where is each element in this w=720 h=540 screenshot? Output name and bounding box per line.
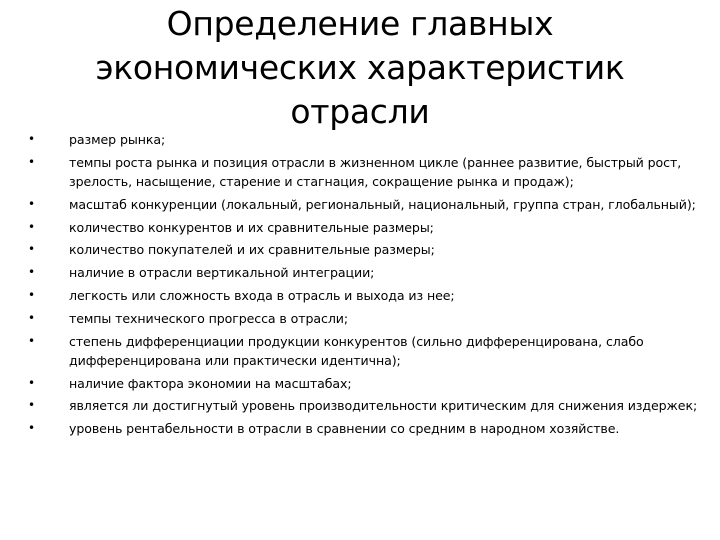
bullet-icon: • bbox=[28, 196, 35, 211]
bullet-icon: • bbox=[28, 242, 35, 257]
bullet-icon: • bbox=[28, 310, 35, 325]
bullet-item bbox=[0, 218, 720, 237]
bullet-item bbox=[0, 263, 720, 282]
bullet-text: степень дифференциации продукции конкурентов (сильно дифференцирована, слабо дифференцирована или практически идентична); bbox=[69, 333, 644, 368]
bullet-icon: • bbox=[28, 154, 35, 169]
bullet-item bbox=[0, 396, 720, 415]
bullet-item bbox=[0, 286, 720, 305]
bullet-icon: • bbox=[28, 333, 35, 348]
bullet-item bbox=[0, 153, 720, 191]
bullet-text: масштаб конкуренции (локальный, региональный, национальный, группа стран, глобальный); bbox=[69, 196, 696, 212]
bullet-icon: • bbox=[28, 375, 35, 390]
bullet-icon: • bbox=[28, 421, 35, 436]
bullet-text: количество конкурентов и их сравнительные размеры; bbox=[69, 219, 434, 235]
bullet-text: темпы технического прогресса в отрасли; bbox=[69, 310, 349, 326]
bullet-icon: • bbox=[28, 132, 35, 146]
bullet-item bbox=[0, 240, 720, 259]
bullet-icon: • bbox=[28, 265, 35, 280]
bullet-item bbox=[0, 130, 720, 149]
bullet-icon: • bbox=[28, 287, 35, 302]
slide-title: Определение главных экономических характеристик отрасли bbox=[95, 4, 625, 131]
bullet-item bbox=[0, 195, 720, 214]
bullet-item bbox=[0, 332, 720, 370]
bullet-text: размер рынка; bbox=[69, 132, 166, 147]
bullet-text: темпы роста рынка и позиция отрасли в жизненном цикле (раннее развитие, быстрый рост, зрелость, насыщение, старение и стагнация, сокращение рынка и продаж); bbox=[69, 154, 682, 189]
bullet-text: количество покупателей и их сравнительные размеры; bbox=[69, 242, 435, 258]
bullet-text: наличие фактора экономии на масштабах; bbox=[69, 375, 352, 391]
bullet-text: наличие в отрасли вертикальной интеграции; bbox=[69, 265, 375, 281]
bullet-icon: • bbox=[28, 398, 35, 413]
bullet-text: уровень рентабельности в отрасли в сравнении со средним в народном хозяйстве. bbox=[69, 421, 620, 437]
bullet-icon: • bbox=[28, 219, 35, 234]
bullet-text: является ли достигнутый уровень производительности критическим для снижения издержек; bbox=[69, 398, 698, 414]
bullet-item bbox=[0, 419, 720, 438]
bullet-list bbox=[0, 130, 720, 442]
bullet-item bbox=[0, 309, 720, 328]
bullet-text: легкость или сложность входа в отрасль и выхода из нее; bbox=[69, 287, 455, 303]
bullet-item bbox=[0, 374, 720, 393]
